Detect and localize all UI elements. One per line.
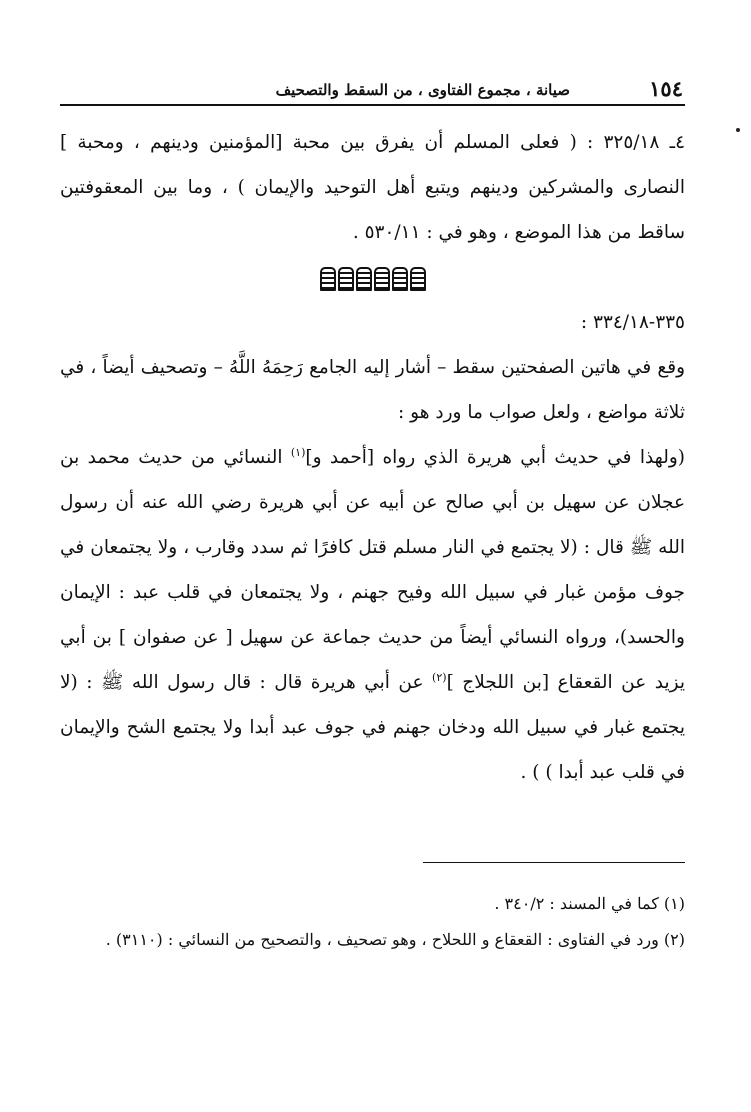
footnote-2: (٢) ورد في الفتاوى : القعقاع و اللحلاح ، وهو تصحيف ، والتصحيح من النسائي : (٣١١٠) . [105,930,685,949]
page-header [60,76,685,106]
section-ornament [60,255,685,300]
paragraph-3-part-b: النسائي من حديث محمد بن عجلان عن سهيل بن أبي صالح عن أبيه عن أبي هريرة رضي الله عنه أن رسول الله ﷺ قال : (لا يجتمع في النار مسلم قتل كافرًا ثم سدد وقارب ، ولا يجتمعان في جوف مؤمن غبار في سبيل الله وفيح جهنم ، ولا يجتمعان في قلب عبد : الإيمان والحسد)، ورواه النسائي أيضاً من حديث جماعة عن سهيل [ عن صفوان ] بن أبي يزيد عن القعقاع [بن اللجلاج ] [60,447,685,693]
main-text [60,120,685,795]
ornament-glyph [374,267,390,291]
footnotes [60,886,685,958]
footnote-1: (١) كما في المسند : ٣٤٠/٢ . [494,894,685,913]
book-page [60,0,685,1112]
ornament-glyph [356,267,372,291]
paragraph-2: وقع في هاتين الصفحتين سقط – أشار إليه الجامع رَحِمَهُ اللَّهُ – وتصحيف أيضاً ، في ثلاثة مواضع ، ولعل صواب ما ورد هو : [60,357,685,423]
ornament-glyph [320,267,336,291]
page-number: ١٥٤ [649,76,683,101]
ornament-glyph [338,267,354,291]
ornament-glyph [410,267,426,291]
footnote-divider [423,862,685,863]
section-heading: ٣٣٥-٣٣٤/١٨ : [580,312,685,333]
running-title: صيانة ، مجموع الفتاوى ، من السقط والتصحيف [275,81,570,99]
paragraph-1: ٤ـ ٣٢٥/١٨ : ( فعلى المسلم أن يفرق بين محبة [المؤمنين ودينهم ، ومحبة ] النصارى والمشركين ودينهم ويتبع أهل التوحيد والإيمان ) ، وما بين المعقوفتين ساقط من هذا الموضع ، وهو في : ٥٣٠/١١ . [60,132,685,243]
footnote-ref-2: (٢) [432,670,447,684]
ornament-glyph [392,267,408,291]
margin-mark [736,128,740,132]
paragraph-3 [60,435,685,795]
paragraph-3-part-c: عن أبي هريرة قال : قال رسول الله ﷺ : (لا يجتمع غبار في سبيل الله ودخان جهنم في جوف عبد أبدا ولا يجتمع الشح والإيمان في قلب عبد أبدا ) ) . [60,672,685,783]
footnote-ref-1: (١) [290,445,306,459]
paragraph-3-part-a: (ولهذا في حديث أبي هريرة الذي رواه [أحمد و] [305,447,685,468]
